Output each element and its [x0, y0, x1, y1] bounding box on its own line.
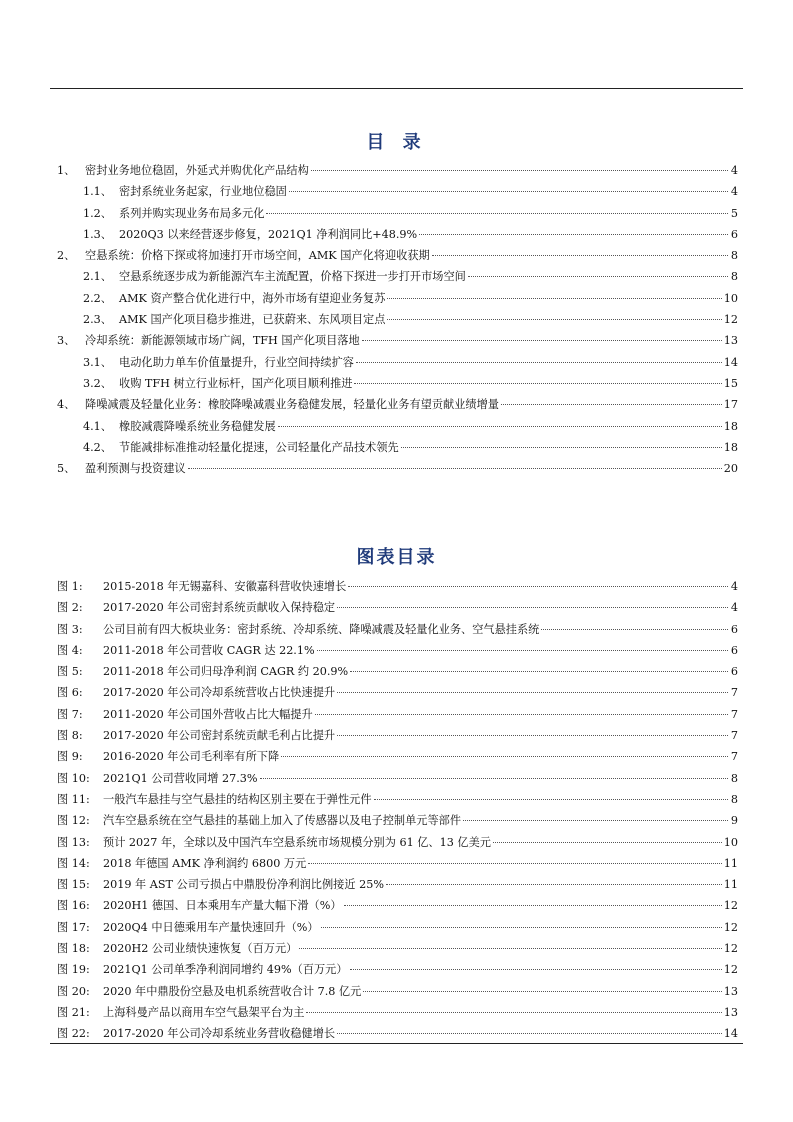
entry-number: 图 12:: [57, 814, 90, 828]
dot-leader: [356, 362, 722, 363]
entry-page-number: 8: [730, 792, 738, 806]
figures-list: [57, 576, 738, 1045]
entry-title: 2020 年中鼎股份空悬及电机系统营收合计 7.8 亿元: [103, 984, 362, 998]
entry-title: 空悬系统：价格下探或将加速打开市场空间，AMK 国产化将迎收获期: [85, 249, 430, 263]
entry-number: 2.2、: [83, 291, 112, 305]
figure-entry[interactable]: [57, 810, 738, 831]
dot-leader: [387, 298, 721, 299]
entry-page-number: 12: [723, 963, 738, 977]
entry-title: 2016-2020 年公司毛利率有所下降: [103, 750, 280, 764]
entry-number: 3、: [57, 334, 76, 348]
entry-number: 图 1:: [57, 580, 83, 593]
entry-page-number: 5: [730, 206, 738, 220]
entry-title: 一般汽车悬挂与空气悬挂的结构区别主要在于弹性元件: [103, 792, 372, 806]
figure-entry[interactable]: [57, 895, 738, 916]
dot-leader: [463, 820, 728, 821]
entry-title: 2019 年 AST 公司亏损占中鼎股份净利润比例接近 25%: [103, 878, 384, 892]
dot-leader: [363, 991, 721, 992]
dot-leader: [350, 671, 728, 672]
entry-title: 橡胶减震降噪系统业务稳健发展: [119, 419, 276, 433]
toc-entry[interactable]: [57, 203, 738, 224]
entry-page-number: 11: [723, 878, 738, 892]
entry-page-number: 8: [730, 270, 738, 284]
entry-title: AMK 资产整合优化进行中，海外市场有望迎业务复苏: [119, 291, 386, 305]
toc-entry[interactable]: [57, 352, 738, 373]
entry-number: 图 15:: [57, 878, 90, 892]
entry-number: 2、: [57, 249, 76, 263]
entry-number: 图 19:: [57, 963, 90, 977]
entry-page-number: 20: [723, 462, 738, 476]
toc-entry[interactable]: [57, 373, 738, 394]
entry-title: 2021Q1 公司单季净利润同增约 49%（百万元）: [103, 963, 348, 977]
figure-entry[interactable]: [57, 746, 738, 767]
entry-title: 2017-2020 年公司冷却系统营收占比快速提升: [103, 686, 336, 700]
dot-leader: [344, 905, 722, 906]
entry-title: 收购 TFH 树立行业标杆，国产化项目顺利推进: [119, 376, 353, 390]
figure-entry[interactable]: [57, 640, 738, 661]
toc-entry[interactable]: [57, 160, 738, 181]
entry-page-number: 4: [730, 185, 738, 199]
entry-number: 图 13:: [57, 835, 90, 849]
toc-entry[interactable]: [57, 266, 738, 287]
entry-title: 密封系统业务起家，行业地位稳固: [119, 185, 287, 199]
dot-leader: [401, 447, 722, 448]
toc-entry[interactable]: [57, 245, 738, 266]
dot-leader: [501, 404, 722, 405]
entry-page-number: 8: [730, 249, 738, 263]
figure-entry[interactable]: [57, 725, 738, 746]
entry-number: 图 9:: [57, 750, 83, 764]
entry-title: 2020Q4 中日德乘用车产量快速回升（%）: [103, 920, 319, 934]
entry-title: 上海科曼产品以商用车空气悬架平台为主: [103, 1005, 305, 1019]
dot-leader: [337, 607, 728, 608]
toc-entry[interactable]: [57, 224, 738, 245]
dot-leader: [260, 778, 728, 779]
entry-number: 4、: [57, 398, 76, 412]
entry-page-number: 12: [723, 899, 738, 913]
entry-page-number: 10: [723, 291, 738, 305]
figure-entry[interactable]: [57, 853, 738, 874]
dot-leader: [337, 735, 728, 736]
dot-leader: [317, 650, 728, 651]
entry-number: 图 6:: [57, 686, 83, 700]
entry-number: 图 8:: [57, 729, 83, 743]
entry-title: 冷却系统：新能源领域市场广阔，TFH 国产化项目落地: [85, 334, 360, 348]
toc-entry[interactable]: [57, 309, 738, 330]
entry-title: 密封业务地位稳固，外延式并购优化产品结构: [85, 164, 309, 177]
dot-leader: [493, 842, 722, 843]
entry-page-number: 12: [723, 920, 738, 934]
figure-entry[interactable]: [57, 938, 738, 959]
figure-entry[interactable]: [57, 597, 738, 618]
entry-page-number: 13: [723, 1005, 738, 1019]
entry-number: 2.1、: [83, 270, 112, 284]
entry-number: 图 22:: [57, 1027, 90, 1041]
entry-number: 1、: [57, 164, 76, 177]
dot-leader: [468, 276, 728, 277]
dot-leader: [311, 170, 728, 171]
header-rule: [50, 88, 743, 89]
entry-number: 图 7:: [57, 707, 83, 721]
entry-page-number: 9: [730, 814, 738, 828]
figure-entry[interactable]: [57, 874, 738, 895]
entry-page-number: 6: [730, 622, 738, 636]
entry-title: 2021Q1 公司营收同增 27.3%: [103, 771, 258, 785]
entry-title: 电动化助力单车价值量提升，行业空间持续扩容: [119, 355, 354, 369]
toc-entry[interactable]: [57, 394, 738, 415]
entry-number: 图 18:: [57, 942, 90, 956]
entry-page-number: 12: [723, 942, 738, 956]
entry-title: 2011-2018 年公司归母净利润 CAGR 约 20.9%: [103, 665, 349, 679]
entry-title: 2017-2020 年公司冷却系统业务营收稳健增长: [103, 1027, 336, 1041]
entry-title: 公司目前有四大板块业务：密封系统、冷却系统、降噪减震及轻量化业务、空气悬挂系统: [103, 622, 540, 636]
toc-entry[interactable]: [57, 458, 738, 479]
entry-title: 2020H2 公司业绩快速恢复（百万元）: [103, 942, 298, 956]
entry-page-number: 13: [723, 984, 738, 998]
dot-leader: [308, 863, 721, 864]
entry-title: 2015-2018 年无锡嘉科、安徽嘉科营收快速增长: [103, 580, 347, 593]
entry-number: 4.2、: [83, 440, 112, 454]
entry-title: AMK 国产化项目稳步推进，已获蔚来、东风项目定点: [119, 313, 386, 327]
entry-page-number: 7: [730, 729, 738, 743]
figure-entry[interactable]: [57, 682, 738, 703]
entry-page-number: 7: [730, 750, 738, 764]
footer-rule: [50, 1043, 743, 1044]
dot-leader: [337, 1033, 722, 1034]
dot-leader: [289, 191, 728, 192]
entry-page-number: 18: [723, 440, 738, 454]
figure-entry[interactable]: [57, 959, 738, 980]
toc-list: [57, 160, 738, 479]
dot-leader: [321, 927, 722, 928]
figures-title: 图表目录: [356, 547, 437, 568]
dot-leader: [348, 586, 728, 587]
entry-page-number: 4: [730, 580, 738, 593]
entry-title: 盈利预测与投资建议: [85, 462, 186, 476]
figure-entry[interactable]: [57, 981, 738, 1002]
entry-number: 图 20:: [57, 984, 90, 998]
figure-entry[interactable]: [57, 576, 738, 597]
figure-entry[interactable]: [57, 917, 738, 938]
entry-title: 2017-2020 年公司密封系统贡献收入保持稳定: [103, 601, 336, 615]
entry-title: 2020H1 德国、日本乘用车产量大幅下滑（%）: [103, 899, 342, 913]
entry-page-number: 4: [730, 601, 738, 615]
entry-number: 图 10:: [57, 771, 90, 785]
entry-title: 系列并购实现业务布局多元化: [119, 206, 265, 220]
entry-page-number: 15: [723, 376, 738, 390]
toc-entry[interactable]: [57, 181, 738, 202]
dot-leader: [266, 213, 728, 214]
entry-page-number: 17: [723, 398, 738, 412]
entry-page-number: 14: [723, 355, 738, 369]
entry-page-number: 7: [730, 686, 738, 700]
entry-page-number: 6: [730, 227, 738, 241]
entry-number: 1.1、: [83, 185, 112, 199]
entry-title: 空悬系统逐步成为新能源汽车主流配置，价格下探进一步打开市场空间: [119, 270, 466, 284]
entry-page-number: 12: [723, 313, 738, 327]
entry-number: 4.1、: [83, 419, 112, 433]
entry-title: 2011-2018 年公司营收 CAGR 达 22.1%: [103, 643, 315, 657]
figure-entry[interactable]: [57, 768, 738, 789]
entry-title: 2020Q3 以来经营逐步修复，2021Q1 净利润同比+48.9%: [119, 227, 418, 241]
entry-page-number: 4: [730, 164, 738, 177]
toc-entry[interactable]: [57, 416, 738, 437]
entry-page-number: 11: [723, 856, 738, 870]
dot-leader: [362, 340, 722, 341]
dot-leader: [315, 714, 728, 715]
entry-number: 2.3、: [83, 313, 112, 327]
toc-entry[interactable]: [57, 288, 738, 309]
dot-leader: [299, 948, 721, 949]
figure-entry[interactable]: [57, 704, 738, 725]
figure-entry[interactable]: [57, 832, 738, 853]
entry-page-number: 7: [730, 707, 738, 721]
dot-leader: [188, 468, 722, 469]
toc-entry[interactable]: [57, 330, 738, 351]
dot-leader: [350, 969, 722, 970]
entry-page-number: 6: [730, 643, 738, 657]
dot-leader: [281, 756, 728, 757]
entry-number: 图 21:: [57, 1005, 90, 1019]
dot-leader: [306, 1012, 721, 1013]
entry-number: 图 11:: [57, 792, 90, 806]
dot-leader: [419, 234, 728, 235]
entry-number: 图 17:: [57, 920, 90, 934]
entry-number: 图 3:: [57, 622, 83, 636]
entry-title: 2011-2020 年公司国外营收占比大幅提升: [103, 707, 313, 721]
entry-number: 图 4:: [57, 643, 83, 657]
toc-entry[interactable]: [57, 437, 738, 458]
entry-page-number: 10: [723, 835, 738, 849]
figure-entry[interactable]: [57, 1002, 738, 1023]
dot-leader: [354, 383, 721, 384]
entry-title: 预计 2027 年，全球以及中国汽车空悬系统市场规模分别为 61 亿、13 亿美元: [103, 835, 491, 849]
entry-page-number: 6: [730, 665, 738, 679]
entry-number: 1.3、: [83, 227, 112, 241]
entry-page-number: 14: [723, 1027, 738, 1041]
entry-page-number: 8: [730, 771, 738, 785]
dot-leader: [278, 426, 722, 427]
dot-leader: [386, 884, 722, 885]
entry-number: 图 5:: [57, 665, 83, 679]
entry-title: 降噪减震及轻量化业务：橡胶降噪减震业务稳健发展，轻量化业务有望贡献业绩增量: [85, 398, 499, 412]
entry-title: 汽车空悬系统在空气悬挂的基础上加入了传感器以及电子控制单元等部件: [103, 814, 462, 828]
dot-leader: [337, 692, 728, 693]
entry-number: 图 16:: [57, 899, 90, 913]
entry-number: 5、: [57, 462, 76, 476]
figure-entry[interactable]: [57, 789, 738, 810]
entry-number: 3.2、: [83, 376, 112, 390]
dot-leader: [387, 319, 721, 320]
dot-leader: [432, 255, 728, 256]
entry-number: 1.2、: [83, 206, 112, 220]
entry-title: 2017-2020 年公司密封系统贡献毛利占比提升: [103, 729, 336, 743]
dot-leader: [374, 799, 728, 800]
entry-title: 节能减排标准推动轻量化提速，公司轻量化产品技术领先: [119, 440, 399, 454]
figure-entry[interactable]: [57, 661, 738, 682]
entry-page-number: 13: [723, 334, 738, 348]
figure-entry[interactable]: [57, 1023, 738, 1044]
entry-page-number: 18: [723, 419, 738, 433]
figure-entry[interactable]: [57, 619, 738, 640]
entry-number: 图 14:: [57, 856, 90, 870]
entry-title: 2018 年德国 AMK 净利润约 6800 万元: [103, 856, 307, 870]
toc-title: 目 录: [366, 132, 427, 153]
entry-number: 图 2:: [57, 601, 83, 615]
dot-leader: [541, 629, 728, 630]
entry-number: 3.1、: [83, 355, 112, 369]
